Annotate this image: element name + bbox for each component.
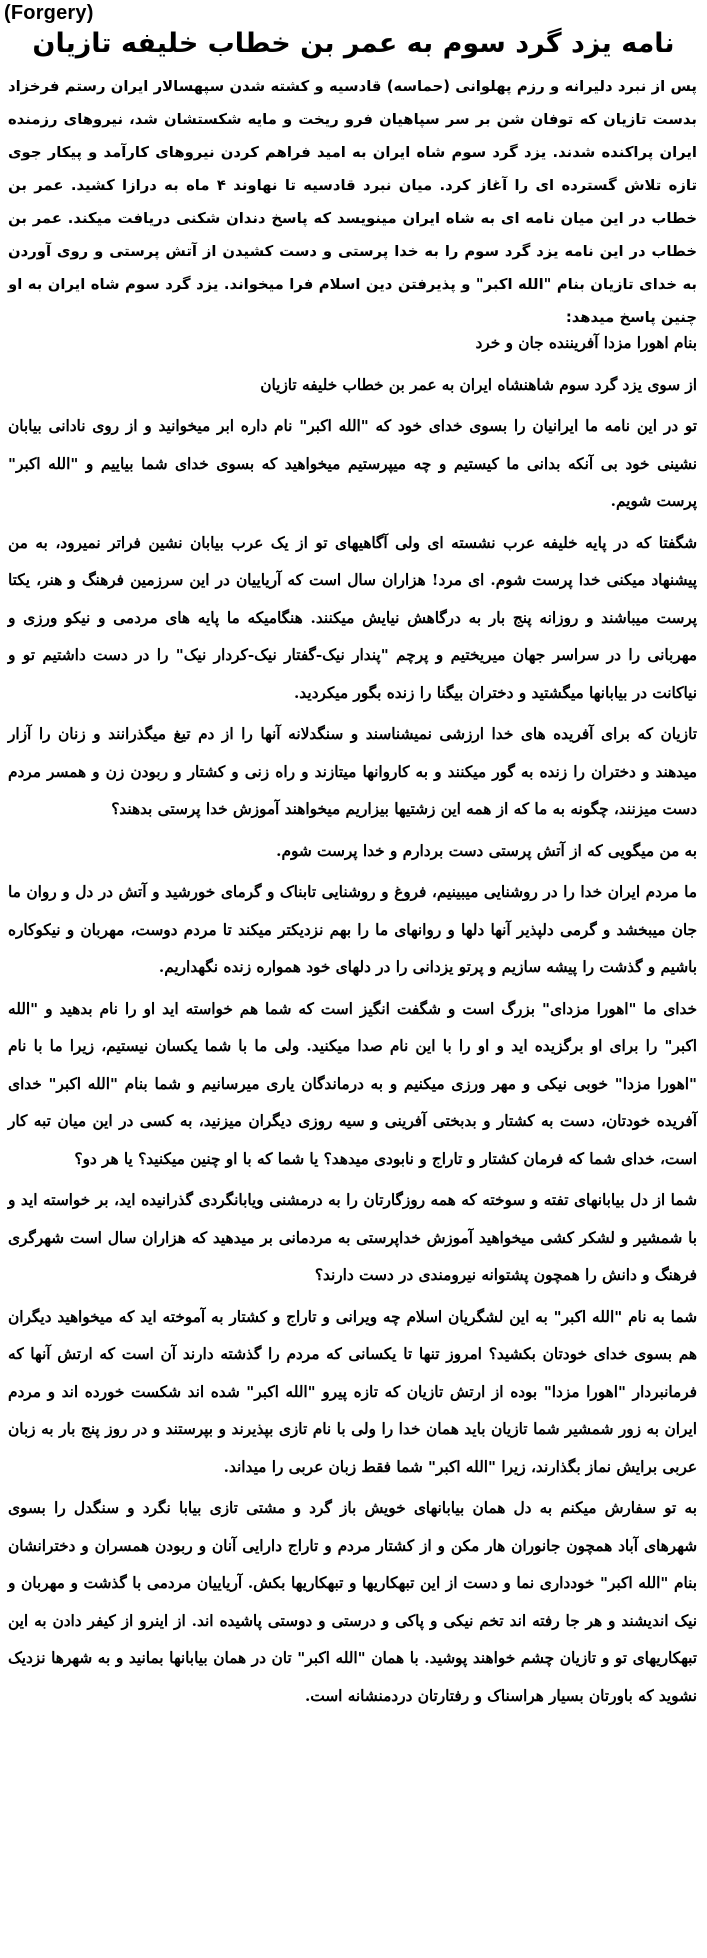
letter-paragraph: شگفتا که در پایه خلیفه عرب نشسته ای ولی آگاهیهای تو از یک عرب بیابان نشین فراتر نمیرود، به من پیشنهاد میکنی خدا پرست شوم. ای مرد! هزاران سال است که آریاییان در این سرزمین فرهنگ و هنر، یکتا پرست میباشند و روزانه پنج بار به درگاهش نیایش میکنند. هنگامیکه ما پایه های مردمی و نیکو ورزی و مهربانی را در سراسر جهان میریختیم و پرچم "پندار نیک-گفتار نیک-کردار نیک" را در دست داشتیم تو و نیاکانت در بیابانها میگشتید و دختران بیگنا را زنده بگور میکردید.: [8, 533, 697, 702]
letter-salutation: بنام اهورا مزدا آفریننده جان و خرد: [475, 334, 697, 352]
forgery-label: (Forgery): [4, 2, 94, 24]
page-title: نامه یزد گرد سوم به عمر بن خطاب خلیفه تازیان: [32, 28, 675, 59]
intro-paragraph: پس از نبرد دلیرانه و رزم پهلوانی (حماسه) قادسیه و کشته شدن سپهسالار ایران رستم فرخزاد بدست تازیان که توفان شن بر سر سپاهیان فرو ریخت و مایه شکستشان شد، نیروهای رزمنده ایران پراکنده شدند. یزد گرد سوم شاه ایران به امید فراهم کردن نیروهای کارآمد و پیکار جوی تازه تلاش گسترده ای را آغاز کرد. میان نبرد قادسیه تا نهاوند ۴ ماه به درازا کشید. عمر بن خطاب در این میان نامه ای به شاه ایران مینویسد که پاسخ دندان شکنی دریافت میکند. عمر بن خطاب در این نامه یزد گرد سوم را به خدا پرستی و دست کشیدن از آتش پرستی و روی آوردن به خدای تازیان بنام "الله اکبر" و پذیرفتن دین اسلام فرا میخواند. یزد گرد سوم شاه ایران به او چنین پاسخ میدهد:: [8, 78, 697, 326]
letter-paragraph: به تو سفارش میکنم به دل همان بیابانهای خویش باز گرد و مشتی تازی بیابا نگرد و سنگدل را بسوی شهرهای آباد همچون جانوران هار مکن و از کشتار مردم و تاراج دارایی آنان و ربودن همسران و دخترانشان بنام "الله اکبر" خودداری نما و دست از این تبهکاریها و تبهکاریها بکش. آریاییان مردمی با گذشت و مهربان و نیک اندیشند و هر جا رفته اند تخم نیکی و پاکی و درستی و دوستی پاشیده اند. از اینرو از کیفر دادن به این تبهکاریهای تو و تازیان چشم خواهند پوشید. با همان "الله اکبر" تان در همان بیابانها بمانید و به شهرها نزدیک نشوید که باورتان بسیار هراسناک و رفتارتان دردمنشانه است.: [8, 1499, 697, 1705]
letter-paragraph: شما به نام "الله اکبر" به این لشگریان اسلام چه ویرانی و تاراج و کشتار به آموخته اید که میخواهید دیگران هم بسوی خدای خودتان بکشید؟ امروز تنها تا یکسانی که مردم را گذشته دارند آن است که ارتش آنها که فرمانبردار "اهورا مزدا" بوده از ارتش تازیان که تازه پیرو "الله اکبر" شده اند شکست خورده اند و مردم ایران به زور شمشیر شما تازیان باید همان خدا را ولی با نام تازی بپذیرند و بپرستند و در روز پنج بار به زبان عربی برایش نماز بگذارند، زیرا "الله اکبر" شما فقط زبان عربی را میداند.: [8, 1307, 697, 1476]
letter-paragraph: به من میگویی که از آتش پرستی دست بردارم و خدا پرست شوم.: [276, 841, 697, 860]
letter-paragraph: شما از دل بیابانهای تفته و سوخته که همه روزگارتان را به درمشنی ویابانگردی گذرانیده اید، بر خواسته اید و با شمشیر و لشکر کشی میخواهید آموزش خداپرستی به مردمانی بر میدهید که هزاران سال است شهرگری فرهنگ و دانش را همچون پشتوانه نیرومندی در دست دارند؟: [8, 1191, 697, 1284]
letter-paragraph: خدای ما "اهورا مزدای" بزرگ است و شگفت انگیز است که شما هم خواسته اید او را نام بدهید و "الله اکبر" را برای او برگزیده اید و او را با این نام صدا میکنید. ولی ما با شما یکسان نیستیم، زیرا ما با نام "اهورا مزدا" خوبی نیکی و مهر ورزی میکنیم و به درماندگان یاری میرسانیم و شما بنام "الله اکبر" خدای آفریده خودتان، دست به کشتار و بدبختی آفرینی و سیه روزی دیگران میزنید، به کسی در این میان تبه کار است، خدای شما که فرمان کشتار و تاراج و نابودی میدهد؟ یا شما که با او چنین میکنید؟ یا هر دو؟: [8, 999, 697, 1168]
letter-sender-line: از سوی یزد گرد سوم شاهنشاه ایران به عمر بن خطاب خلیفه تازیان: [260, 375, 697, 394]
letter-body: [8, 325, 697, 1719]
letter-paragraph: تو در این نامه ما ایرانیان را بسوی خدای خود که "الله اکبر" نام داره ابر میخوانید و از روی نادانی بیابان نشینی خود بی آنکه بدانی ما کیستیم و چه میپرستیم میخواهید که بسوی خدای شما بیاییم و "الله اکبر" پرست شویم.: [8, 417, 697, 510]
letter-paragraph: ما مردم ایران خدا را در روشنایی میبینیم، فروغ و روشنایی تابناک و گرمای خورشید و آتش در دل و روان ما جان میبخشد و گرمی دلپذیر آنها دلها و روانهای ما را بهم نزدیکتر میکند تا مردم دوست، مهربان و نیکوکاره باشیم و گذشت را پیشه سازیم و پرتو یزدانی را در دلهای خود همواره زنده نگهداریم.: [8, 883, 697, 976]
letter-paragraph: تازیان که برای آفریده های خدا ارزشی نمیشناسند و سنگدلانه آنها را از دم تیغ میگذرانند و زنان را آزار میدهند و دختران را زنده به گور میکنند و به کاروانها میتازند و راه زنی و کشتار و ربودن زن و همسر مردم دست میزنند، چگونه به ما که از همه این زشتیها بیزاریم میخواهند آموزش خدا پرستی بدهند؟: [8, 725, 697, 818]
